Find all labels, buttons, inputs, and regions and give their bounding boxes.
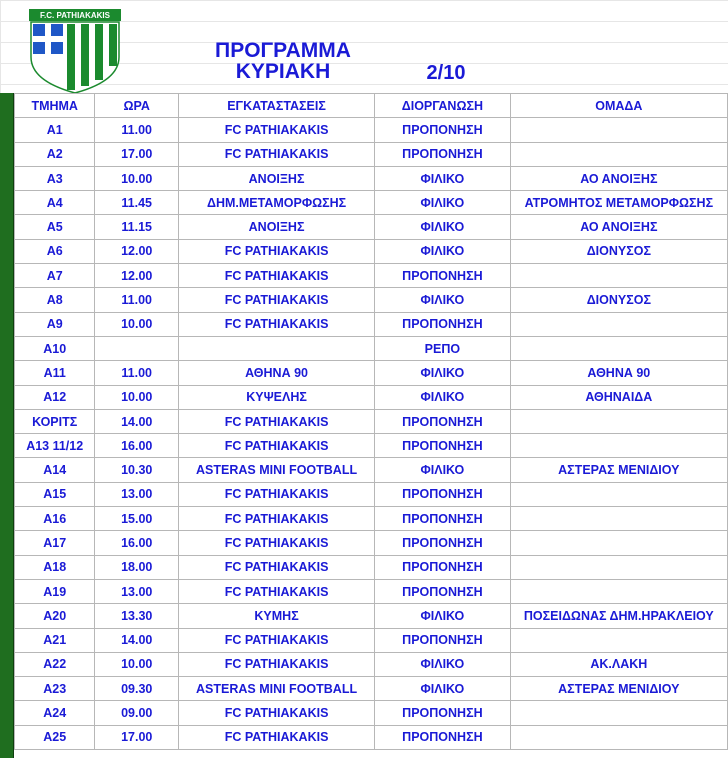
event-cell: ΦΙΛΙΚΟ [375,385,511,409]
venue-cell: FC PATHIAKAKIS [179,701,375,725]
opponent-cell: ΑΣΤΕΡΑΣ ΜΕΝΙΔΙΟΥ [510,458,727,482]
table-row [15,118,728,142]
event-cell: ΦΙΛΙΚΟ [375,215,511,239]
venue-cell: FC PATHIAKAKIS [179,264,375,288]
event-cell: ΠΡΟΠΟΝΗΣΗ [375,507,511,531]
venue-cell: FC PATHIAKAKIS [179,409,375,433]
venue-cell: ASTERAS MINI FOOTBALL [179,458,375,482]
table-row [15,142,728,166]
time-cell: 11.00 [95,361,179,385]
team-cell: A22 [15,652,95,676]
table-row [15,628,728,652]
opponent-cell [510,118,727,142]
time-cell: 11.00 [95,118,179,142]
time-cell: 10.00 [95,652,179,676]
opponent-cell [510,336,727,360]
team-cell: A12 [15,385,95,409]
opponent-cell: ΑΘΗΝΑ 90 [510,361,727,385]
column-header-time: ΩΡΑ [95,94,179,118]
opponent-cell [510,555,727,579]
team-cell: A25 [15,725,95,749]
venue-cell: ΔΗΜ.ΜΕΤΑΜΟΡΦΩΣΗΣ [179,191,375,215]
time-cell: 13.00 [95,482,179,506]
table-row [15,482,728,506]
opponent-cell: ΑΟ ΑΝΟΙΞΗΣ [510,215,727,239]
schedule-date: 2/10 [426,62,466,84]
time-cell: 10.00 [95,385,179,409]
table-row [15,555,728,579]
event-cell: ΠΡΟΠΟΝΗΣΗ [375,701,511,725]
event-cell: ΠΡΟΠΟΝΗΣΗ [375,555,511,579]
column-header-team: ΤΜΗΜΑ [15,94,95,118]
page-title [188,40,378,82]
team-cell: A4 [15,191,95,215]
event-cell: ΠΡΟΠΟΝΗΣΗ [375,118,511,142]
column-header-opponent: ΟΜΑΔΑ [510,94,727,118]
table-header-row [15,94,728,118]
event-cell: ΠΡΟΠΟΝΗΣΗ [375,264,511,288]
table-row [15,604,728,628]
schedule-table [14,93,728,750]
time-cell: 12.00 [95,264,179,288]
column-header-event: ΔΙΟΡΓΑΝΩΣΗ [375,94,511,118]
time-cell [95,336,179,360]
team-cell: A19 [15,579,95,603]
logo-cross [33,24,63,54]
venue-cell: FC PATHIAKAKIS [179,652,375,676]
table-row [15,215,728,239]
table-row [15,385,728,409]
title-line-2: ΚΥΡΙΑΚΗ [235,60,331,83]
table-row [15,652,728,676]
table-row [15,361,728,385]
time-cell: 13.00 [95,579,179,603]
table-row [15,239,728,263]
opponent-cell [510,725,727,749]
team-cell: A23 [15,677,95,701]
time-cell: 11.00 [95,288,179,312]
opponent-cell: ΔΙΟΝΥΣΟΣ [510,239,727,263]
venue-cell: FC PATHIAKAKIS [179,434,375,458]
event-cell: ΠΡΟΠΟΝΗΣΗ [375,409,511,433]
team-cell: A7 [15,264,95,288]
venue-cell: FC PATHIAKAKIS [179,628,375,652]
opponent-cell [510,142,727,166]
venue-cell: FC PATHIAKAKIS [179,579,375,603]
team-cell: A24 [15,701,95,725]
venue-cell: FC PATHIAKAKIS [179,312,375,336]
time-cell: 10.00 [95,166,179,190]
time-cell: 14.00 [95,628,179,652]
event-cell: ΦΙΛΙΚΟ [375,677,511,701]
opponent-cell [510,531,727,555]
table-row [15,725,728,749]
opponent-cell [510,579,727,603]
team-cell: A21 [15,628,95,652]
table-row [15,507,728,531]
opponent-cell [510,434,727,458]
team-cell: A2 [15,142,95,166]
venue-cell: FC PATHIAKAKIS [179,507,375,531]
table-row [15,677,728,701]
event-cell: ΦΙΛΙΚΟ [375,288,511,312]
opponent-cell [510,628,727,652]
event-cell: ΦΙΛΙΚΟ [375,604,511,628]
club-logo [29,9,121,93]
venue-cell: ΑΝΟΙΞΗΣ [179,215,375,239]
event-cell: ΦΙΛΙΚΟ [375,239,511,263]
opponent-cell: ΑΘΗΝΑΙΔΑ [510,385,727,409]
venue-cell [179,336,375,360]
table-row [15,531,728,555]
event-cell: ΡΕΠΟ [375,336,511,360]
venue-cell: FC PATHIAKAKIS [179,531,375,555]
time-cell: 17.00 [95,725,179,749]
time-cell: 14.00 [95,409,179,433]
opponent-cell [510,409,727,433]
logo-text: F.C. PATHIAKAKIS [40,11,110,20]
time-cell: 15.00 [95,507,179,531]
title-line-1: ΠΡΟΓΡΑΜΜΑ [215,39,351,62]
venue-cell: FC PATHIAKAKIS [179,288,375,312]
team-cell: ΚΟΡΙΤΣ [15,409,95,433]
event-cell: ΠΡΟΠΟΝΗΣΗ [375,312,511,336]
opponent-cell: ΑΚ.ΛΑΚΗ [510,652,727,676]
event-cell: ΠΡΟΠΟΝΗΣΗ [375,434,511,458]
time-cell: 11.45 [95,191,179,215]
team-cell: A14 [15,458,95,482]
table-row [15,409,728,433]
event-cell: ΠΡΟΠΟΝΗΣΗ [375,579,511,603]
team-cell: A18 [15,555,95,579]
event-cell: ΦΙΛΙΚΟ [375,458,511,482]
time-cell: 13.30 [95,604,179,628]
team-cell: A5 [15,215,95,239]
time-cell: 12.00 [95,239,179,263]
opponent-cell [510,264,727,288]
venue-cell: FC PATHIAKAKIS [179,482,375,506]
time-cell: 17.00 [95,142,179,166]
table-row [15,264,728,288]
opponent-cell: ΠΟΣΕΙΔΩΝΑΣ ΔΗΜ.ΗΡΑΚΛΕΙΟΥ [510,604,727,628]
venue-cell: FC PATHIAKAKIS [179,239,375,263]
venue-cell: FC PATHIAKAKIS [179,142,375,166]
time-cell: 10.30 [95,458,179,482]
event-cell: ΦΙΛΙΚΟ [375,652,511,676]
team-cell: A1 [15,118,95,142]
venue-cell: ASTERAS MINI FOOTBALL [179,677,375,701]
opponent-cell [510,507,727,531]
opponent-cell: ΑΤΡΟΜΗΤΟΣ ΜΕΤΑΜΟΡΦΩΣΗΣ [510,191,727,215]
table-row [15,701,728,725]
team-cell: A8 [15,288,95,312]
team-cell: A3 [15,166,95,190]
table-row [15,579,728,603]
event-cell: ΠΡΟΠΟΝΗΣΗ [375,628,511,652]
table-row [15,166,728,190]
venue-cell: FC PATHIAKAKIS [179,725,375,749]
team-cell: A11 [15,361,95,385]
time-cell: 09.30 [95,677,179,701]
team-cell: A15 [15,482,95,506]
opponent-cell [510,701,727,725]
venue-cell: ΑΝΟΙΞΗΣ [179,166,375,190]
venue-cell: FC PATHIAKAKIS [179,118,375,142]
left-green-bar [0,93,14,758]
table-row [15,434,728,458]
event-cell: ΦΙΛΙΚΟ [375,166,511,190]
team-cell: A20 [15,604,95,628]
event-cell: ΠΡΟΠΟΝΗΣΗ [375,531,511,555]
team-cell: A17 [15,531,95,555]
venue-cell: ΚΥΜΗΣ [179,604,375,628]
time-cell: 11.15 [95,215,179,239]
opponent-cell: ΑΟ ΑΝΟΙΞΗΣ [510,166,727,190]
team-cell: A10 [15,336,95,360]
table-row [15,458,728,482]
table-row [15,336,728,360]
opponent-cell [510,312,727,336]
venue-cell: ΚΥΨΕΛΗΣ [179,385,375,409]
venue-cell: FC PATHIAKAKIS [179,555,375,579]
event-cell: ΠΡΟΠΟΝΗΣΗ [375,725,511,749]
table-row [15,191,728,215]
event-cell: ΠΡΟΠΟΝΗΣΗ [375,142,511,166]
event-cell: ΦΙΛΙΚΟ [375,361,511,385]
team-cell: A9 [15,312,95,336]
opponent-cell [510,482,727,506]
venue-cell: ΑΘΗΝΑ 90 [179,361,375,385]
opponent-cell: ΑΣΤΕΡΑΣ ΜΕΝΙΔΙΟΥ [510,677,727,701]
table-row [15,312,728,336]
time-cell: 16.00 [95,531,179,555]
team-cell: A13 11/12 [15,434,95,458]
event-cell: ΦΙΛΙΚΟ [375,191,511,215]
event-cell: ΠΡΟΠΟΝΗΣΗ [375,482,511,506]
opponent-cell: ΔΙΟΝΥΣΟΣ [510,288,727,312]
time-cell: 09.00 [95,701,179,725]
time-cell: 16.00 [95,434,179,458]
time-cell: 18.00 [95,555,179,579]
team-cell: A6 [15,239,95,263]
time-cell: 10.00 [95,312,179,336]
column-header-venue: ΕΓΚΑΤΑΣΤΑΣΕΙΣ [179,94,375,118]
team-cell: A16 [15,507,95,531]
table-row [15,288,728,312]
